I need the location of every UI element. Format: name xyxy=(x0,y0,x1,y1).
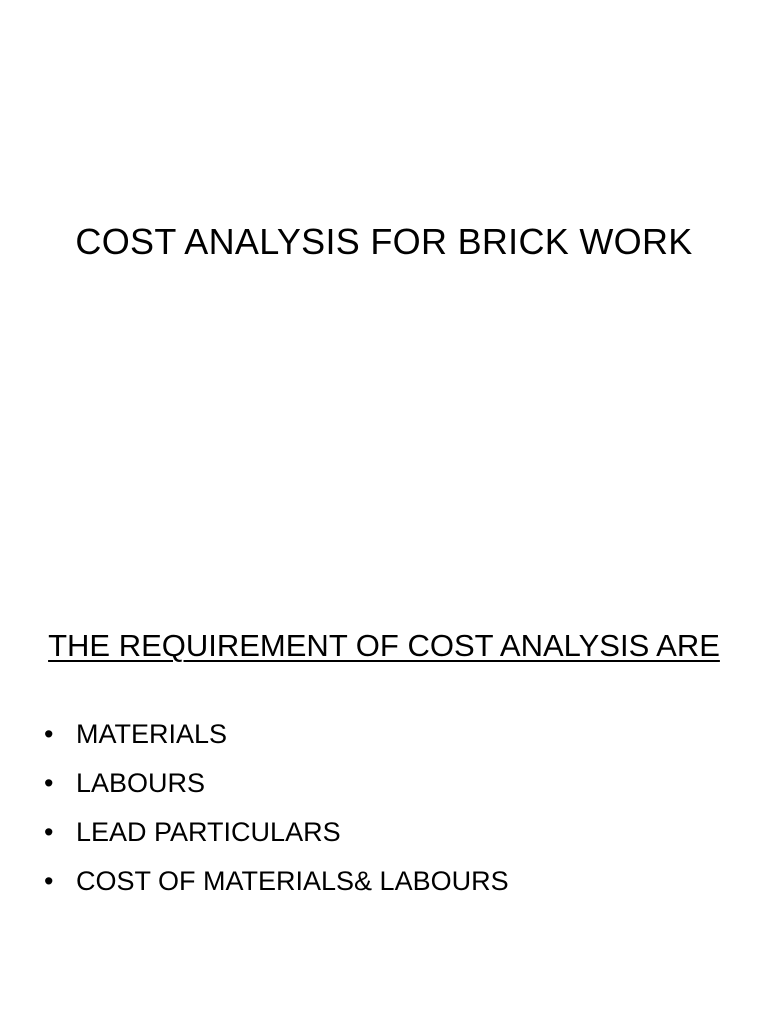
slide-1-title: COST ANALYSIS FOR BRICK WORK xyxy=(75,221,693,262)
bullet-icon: • xyxy=(44,866,54,896)
list-item xyxy=(44,857,509,906)
slide-2-heading: THE REQUIREMENT OF COST ANALYSIS ARE xyxy=(48,628,720,663)
list-item-text: COST OF MATERIALS& LABOURS xyxy=(76,866,509,896)
slide-2 xyxy=(0,512,768,1024)
requirements-list xyxy=(44,710,509,906)
bullet-icon: • xyxy=(44,768,54,798)
list-item xyxy=(44,808,509,857)
list-item xyxy=(44,759,509,808)
list-item xyxy=(44,710,509,759)
list-item-text: MATERIALS xyxy=(76,719,228,749)
list-item-text: LABOURS xyxy=(76,768,206,798)
list-item-text: LEAD PARTICULARS xyxy=(76,817,341,847)
bullet-icon: • xyxy=(44,719,54,749)
bullet-icon: • xyxy=(44,817,54,847)
